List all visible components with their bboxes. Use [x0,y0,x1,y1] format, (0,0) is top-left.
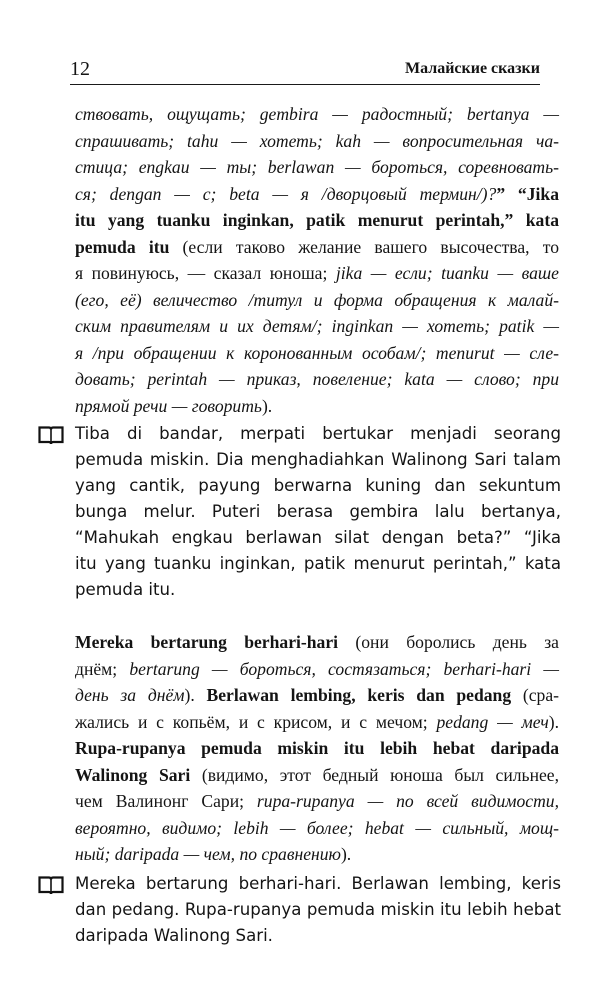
text-run: ). [340,844,352,864]
open-book-icon [38,875,64,895]
text-line [75,234,559,261]
text-line [75,735,559,762]
malay-text-passage-2 [75,871,561,949]
text-line [75,287,559,314]
malay-text-passage-1 [75,421,561,603]
text-run: ). [548,711,559,732]
page-number: 12 [70,58,90,80]
text-run: спрашивать; tahu — хотеть; kah — вопросительная ча- [75,130,559,151]
text-line [75,682,559,709]
vocabulary-commentary-2 [75,629,559,868]
text-run: (если таково желание вашего высочества, то [169,236,559,257]
text-run: rupa-rupanya — по всей видимости, [256,791,559,811]
text-line: bunga melur. Puteri berasa gembira lalu bertanya, [75,502,561,521]
text-run: прямой речи — говорить [75,395,262,416]
text-line [75,154,559,181]
text-run: ствовать, ощущать; [75,104,260,124]
text-line [75,207,559,234]
text-run: Mereka bertarung berhari-hari [75,632,339,652]
text-run: я /при обращении к коронованным особам/; menurut — сле- [75,342,559,363]
open-book-icon [38,425,64,445]
text-line: Mereka bertarung berhari-hari. Berlawan lembing, keris [75,874,561,893]
text-run: Rupa-rupanya pemuda miskin itu lebih hebat daripada [75,738,559,758]
text-run: jika — если; tuanku — ваше [335,263,559,283]
text-run: вероятно, видимо; lebih — более; hebat — сильный, мощ- [75,817,559,838]
vocabulary-commentary-1 [75,101,559,419]
text-line [75,313,559,340]
text-run: день за днём [75,685,185,705]
text-line [75,101,559,128]
text-line: yang cantik, payung berwarna kuning dan sekuntum [75,476,561,495]
text-line: dan pedang. Rupa-rupanya pemuda miskin itu lebih hebat [75,900,561,919]
text-run: (сра- [511,685,560,705]
text-run: стица; engkau — ты; berlawan — бороться, соревновать- [75,157,559,177]
text-run: чем Валинонг Сари; [75,791,257,811]
text-run: ). [184,685,207,705]
text-run: (они боролись день за [338,632,559,652]
text-run: довать; perintah — приказ, повеление; kata — слово; при [75,369,559,389]
text-run: днём; [75,658,130,679]
text-run: ). [261,395,273,416]
text-line [75,366,559,393]
text-run: gembira — радостный; bertanya — [259,104,559,124]
text-run: itu yang tuanku inginkan, patik menurut perintah,” kata [75,210,559,230]
text-line [75,128,559,155]
text-run: bertarung — бороться, состязаться; berhari-hari — [129,658,559,679]
text-line: “Mahukah engkau berlawan silat dengan beta?” “Jika [75,528,561,547]
text-run: pedang — меч [436,711,549,732]
text-run: Berlawan lembing, keris dan pedang [206,685,512,705]
text-run: ный; daripada — чем, по сравнению [75,844,341,864]
page-header [70,58,540,84]
text-line [75,629,559,656]
text-line [75,841,559,868]
running-title: Малайские сказки [404,60,540,77]
text-run: pemuda itu [75,236,170,257]
text-line: Tiba di bandar, merpati bertukar menjadi seorang [75,424,561,443]
text-line [75,762,559,789]
text-run: (его, её) величество /титул и форма обращения к малай- [75,289,559,310]
text-run: ” “Jika [496,183,559,204]
text-line: itu yang tuanku inginkan, patik menurut perintah,” kata [75,554,561,573]
text-line [75,656,559,683]
text-run: ским правителям и их детям/; inginkan — хотеть; patik — [75,316,559,336]
text-line [75,788,559,815]
text-run: (видимо, этот бедный юноша был сильнее, [190,764,559,785]
text-line [75,815,559,842]
text-line [75,340,559,367]
text-line: pemuda miskin. Dia menghadiahkan Walinong Sari talam [75,450,561,469]
text-line: daripada Walinong Sari. [75,926,273,945]
text-line: pemuda itu. [75,580,176,599]
text-run: Walinong Sari [75,764,191,785]
header-rule [70,84,540,85]
text-line [75,260,559,287]
text-line [75,393,559,420]
text-run: ся; dengan — с; beta — я /дворцовый термин/)? [75,183,497,204]
text-line [75,709,559,736]
text-run: жались и с копьём, и с крисом, и с мечом; [75,711,437,732]
text-line [75,181,559,208]
text-run: я повинуюсь, — сказал юноша; [75,263,336,283]
